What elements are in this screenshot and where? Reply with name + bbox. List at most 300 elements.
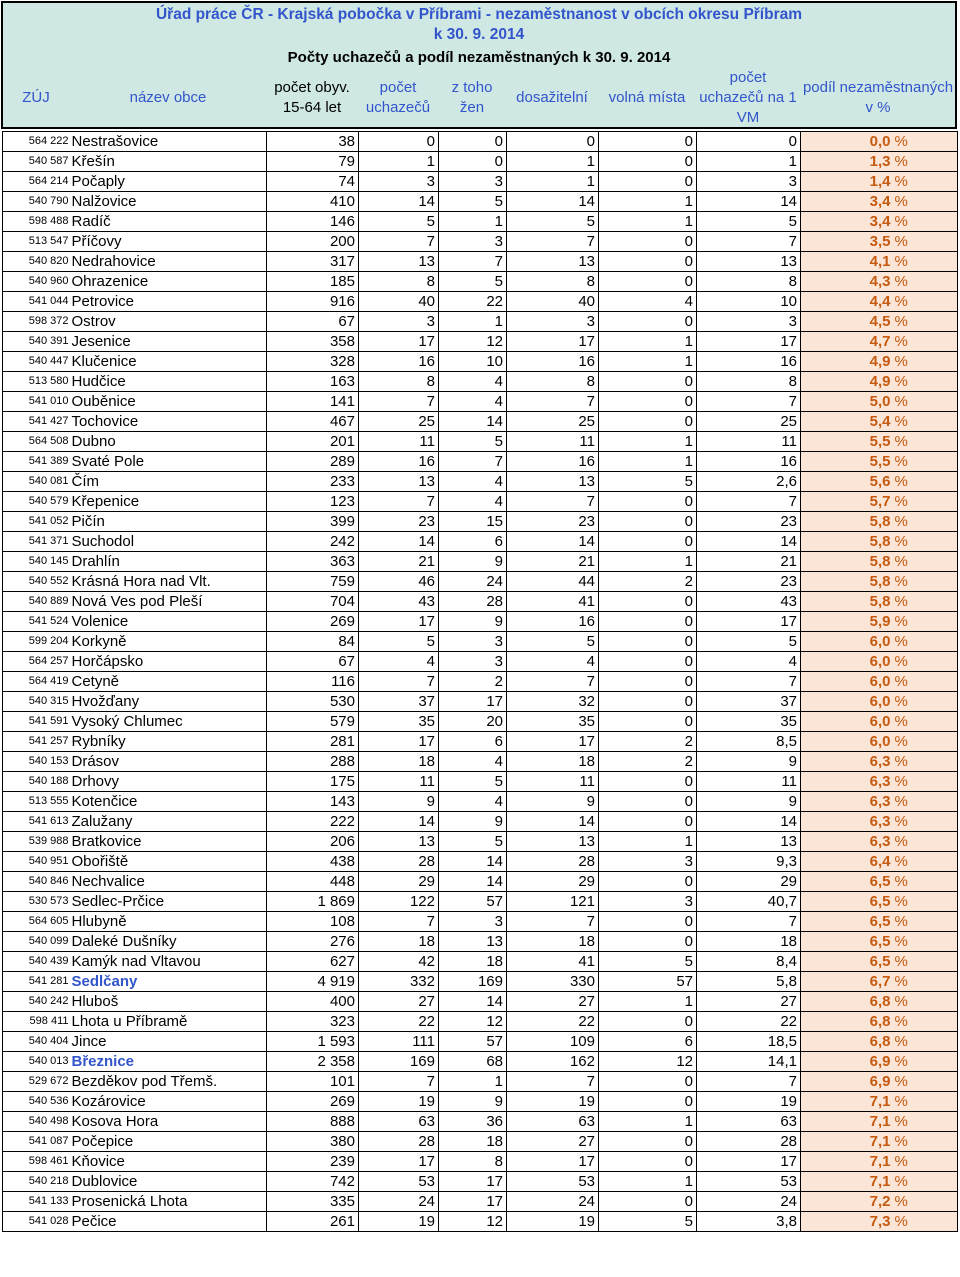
women-cell: 5 [439, 772, 507, 792]
municipality-name: Drahlín [71, 552, 267, 572]
vacancies-cell: 0 [599, 232, 697, 252]
per-vacancy-cell: 23 [697, 572, 801, 592]
available-cell: 7 [507, 492, 599, 512]
population-cell: 448 [267, 872, 359, 892]
population-cell: 4 919 [267, 972, 359, 992]
table-row [3, 932, 958, 952]
municipality-code: 539 988 [3, 832, 71, 852]
municipality-name: Svaté Pole [71, 452, 267, 472]
women-cell: 18 [439, 1132, 507, 1152]
share-cell: 6,8 [801, 992, 893, 1012]
vacancies-cell: 0 [599, 1192, 697, 1212]
vacancies-cell: 2 [599, 572, 697, 592]
vacancies-cell: 0 [599, 1152, 697, 1172]
vacancies-cell: 0 [599, 632, 697, 652]
per-vacancy-cell: 8 [697, 372, 801, 392]
share-cell: 6,5 [801, 932, 893, 952]
percent-sign: % [893, 1172, 958, 1192]
available-cell: 1 [507, 152, 599, 172]
vacancies-cell: 5 [599, 1212, 697, 1232]
vacancies-cell: 12 [599, 1052, 697, 1072]
percent-sign: % [893, 1192, 958, 1212]
percent-sign: % [893, 692, 958, 712]
table-row [3, 692, 958, 712]
women-cell: 6 [439, 532, 507, 552]
vacancies-cell: 0 [599, 272, 697, 292]
col-header-name: název obce [129, 89, 207, 106]
per-vacancy-cell: 16 [697, 452, 801, 472]
applicants-cell: 42 [359, 952, 439, 972]
municipality-name: Březnice [71, 1052, 267, 1072]
report-subtitle: Počty uchazečů a podíl nezaměstnaných k 30. 9. 2014 [287, 49, 671, 66]
municipality-name: Jince [71, 1032, 267, 1052]
vacancies-cell: 0 [599, 132, 697, 152]
available-cell: 8 [507, 372, 599, 392]
table-row [3, 632, 958, 652]
vacancies-cell: 1 [599, 452, 697, 472]
share-cell: 6,5 [801, 912, 893, 932]
vacancies-cell: 1 [599, 992, 697, 1012]
vacancies-cell: 0 [599, 312, 697, 332]
share-cell: 6,8 [801, 1012, 893, 1032]
available-cell: 27 [507, 992, 599, 1012]
percent-sign: % [893, 552, 958, 572]
municipality-name: Lhota u Příbramě [71, 1012, 267, 1032]
applicants-cell: 23 [359, 512, 439, 532]
percent-sign: % [893, 752, 958, 772]
available-cell: 21 [507, 552, 599, 572]
per-vacancy-cell: 7 [697, 232, 801, 252]
vacancies-cell: 0 [599, 792, 697, 812]
percent-sign: % [893, 132, 958, 152]
municipality-code: 541 613 [3, 812, 71, 832]
municipality-name: Kosova Hora [71, 1112, 267, 1132]
available-cell: 5 [507, 632, 599, 652]
municipality-code: 513 580 [3, 372, 71, 392]
per-vacancy-cell: 7 [697, 1072, 801, 1092]
municipality-name: Pičín [71, 512, 267, 532]
women-cell: 4 [439, 752, 507, 772]
available-cell: 18 [507, 752, 599, 772]
per-vacancy-cell: 5 [697, 212, 801, 232]
women-cell: 4 [439, 792, 507, 812]
applicants-cell: 13 [359, 472, 439, 492]
population-cell: 288 [267, 752, 359, 772]
share-cell: 7,1 [801, 1152, 893, 1172]
per-vacancy-cell: 23 [697, 512, 801, 532]
table-row [3, 552, 958, 572]
population-cell: 79 [267, 152, 359, 172]
population-cell: 67 [267, 312, 359, 332]
share-cell: 4,1 [801, 252, 893, 272]
population-cell: 222 [267, 812, 359, 832]
per-vacancy-cell: 10 [697, 292, 801, 312]
population-cell: 175 [267, 772, 359, 792]
applicants-cell: 18 [359, 752, 439, 772]
share-cell: 5,8 [801, 512, 893, 532]
per-vacancy-cell: 27 [697, 992, 801, 1012]
applicants-cell: 28 [359, 1132, 439, 1152]
per-vacancy-cell: 11 [697, 432, 801, 452]
table-row [3, 452, 958, 472]
population-cell: 74 [267, 172, 359, 192]
applicants-cell: 14 [359, 532, 439, 552]
municipality-name: Čím [71, 472, 267, 492]
women-cell: 1 [439, 1072, 507, 1092]
col-header-population: počet obyv. 15-64 let [274, 79, 350, 116]
table-row [3, 1092, 958, 1112]
applicants-cell: 16 [359, 452, 439, 472]
applicants-cell: 8 [359, 372, 439, 392]
available-cell: 16 [507, 452, 599, 472]
municipality-code: 513 555 [3, 792, 71, 812]
table-row [3, 832, 958, 852]
per-vacancy-cell: 9 [697, 752, 801, 772]
applicants-cell: 7 [359, 912, 439, 932]
share-cell: 6,3 [801, 792, 893, 812]
share-cell: 6,3 [801, 752, 893, 772]
percent-sign: % [893, 1012, 958, 1032]
report-date: k 30. 9. 2014 [433, 26, 525, 43]
table-row [3, 592, 958, 612]
population-cell: 269 [267, 1092, 359, 1112]
per-vacancy-cell: 19 [697, 1092, 801, 1112]
women-cell: 1 [439, 212, 507, 232]
applicants-cell: 25 [359, 412, 439, 432]
municipality-name: Bezděkov pod Třemš. [71, 1072, 267, 1092]
vacancies-cell: 5 [599, 952, 697, 972]
per-vacancy-cell: 4 [697, 652, 801, 672]
table-row [3, 332, 958, 352]
municipality-name: Obořiště [71, 852, 267, 872]
applicants-cell: 7 [359, 492, 439, 512]
percent-sign: % [893, 1092, 958, 1112]
available-cell: 1 [507, 172, 599, 192]
table-row [3, 972, 958, 992]
women-cell: 0 [439, 132, 507, 152]
share-cell: 6,5 [801, 892, 893, 912]
population-cell: 116 [267, 672, 359, 692]
population-cell: 759 [267, 572, 359, 592]
women-cell: 7 [439, 452, 507, 472]
municipality-name: Nechvalice [71, 872, 267, 892]
available-cell: 7 [507, 672, 599, 692]
municipality-code: 540 951 [3, 852, 71, 872]
population-cell: 410 [267, 192, 359, 212]
population-cell: 328 [267, 352, 359, 372]
per-vacancy-cell: 2,6 [697, 472, 801, 492]
per-vacancy-cell: 7 [697, 672, 801, 692]
vacancies-cell: 0 [599, 372, 697, 392]
table-row [3, 852, 958, 872]
municipality-code: 540 391 [3, 332, 71, 352]
municipality-code: 540 439 [3, 952, 71, 972]
women-cell: 17 [439, 1192, 507, 1212]
population-cell: 67 [267, 652, 359, 672]
vacancies-cell: 0 [599, 712, 697, 732]
women-cell: 22 [439, 292, 507, 312]
table-row [3, 1072, 958, 1092]
women-cell: 17 [439, 692, 507, 712]
municipality-code: 540 447 [3, 352, 71, 372]
available-cell: 13 [507, 252, 599, 272]
municipality-name: Pečice [71, 1212, 267, 1232]
women-cell: 7 [439, 252, 507, 272]
percent-sign: % [893, 972, 958, 992]
percent-sign: % [893, 392, 958, 412]
municipality-name: Počaply [71, 172, 267, 192]
vacancies-cell: 1 [599, 192, 697, 212]
share-cell: 0,0 [801, 132, 893, 152]
available-cell: 17 [507, 732, 599, 752]
per-vacancy-cell: 43 [697, 592, 801, 612]
municipality-code: 598 372 [3, 312, 71, 332]
vacancies-cell: 4 [599, 292, 697, 312]
vacancies-cell: 1 [599, 212, 697, 232]
available-cell: 330 [507, 972, 599, 992]
percent-sign: % [893, 952, 958, 972]
municipality-code: 540 498 [3, 1112, 71, 1132]
population-cell: 261 [267, 1212, 359, 1232]
applicants-cell: 14 [359, 192, 439, 212]
table-row [3, 672, 958, 692]
table-row [3, 1132, 958, 1152]
per-vacancy-cell: 18 [697, 932, 801, 952]
municipality-code: 540 315 [3, 692, 71, 712]
per-vacancy-cell: 3 [697, 312, 801, 332]
applicants-cell: 8 [359, 272, 439, 292]
available-cell: 53 [507, 1172, 599, 1192]
women-cell: 3 [439, 632, 507, 652]
per-vacancy-cell: 7 [697, 492, 801, 512]
per-vacancy-cell: 5 [697, 632, 801, 652]
municipality-name: Vysoký Chlumec [71, 712, 267, 732]
table-row [3, 312, 958, 332]
municipality-code: 529 672 [3, 1072, 71, 1092]
population-cell: 888 [267, 1112, 359, 1132]
available-cell: 40 [507, 292, 599, 312]
municipality-code: 540 153 [3, 752, 71, 772]
table-row [3, 1012, 958, 1032]
percent-sign: % [893, 632, 958, 652]
municipality-code: 540 536 [3, 1092, 71, 1112]
municipality-code: 599 204 [3, 632, 71, 652]
women-cell: 13 [439, 932, 507, 952]
municipality-name: Kozárovice [71, 1092, 267, 1112]
share-cell: 6,3 [801, 812, 893, 832]
women-cell: 10 [439, 352, 507, 372]
available-cell: 27 [507, 1132, 599, 1152]
percent-sign: % [893, 1072, 958, 1092]
municipality-name: Sedlčany [71, 972, 267, 992]
percent-sign: % [893, 732, 958, 752]
population-cell: 143 [267, 792, 359, 812]
table-row [3, 132, 958, 152]
table-row [3, 712, 958, 732]
municipality-code: 530 573 [3, 892, 71, 912]
women-cell: 15 [439, 512, 507, 532]
population-cell: 276 [267, 932, 359, 952]
share-cell: 6,4 [801, 852, 893, 872]
vacancies-cell: 3 [599, 852, 697, 872]
municipality-code: 541 010 [3, 392, 71, 412]
municipality-code: 540 081 [3, 472, 71, 492]
share-cell: 7,1 [801, 1172, 893, 1192]
applicants-cell: 16 [359, 352, 439, 372]
per-vacancy-cell: 35 [697, 712, 801, 732]
table-row [3, 172, 958, 192]
per-vacancy-cell: 18,5 [697, 1032, 801, 1052]
municipality-name: Volenice [71, 612, 267, 632]
women-cell: 2 [439, 672, 507, 692]
municipality-code: 513 547 [3, 232, 71, 252]
applicants-cell: 13 [359, 832, 439, 852]
table-row [3, 612, 958, 632]
per-vacancy-cell: 14,1 [697, 1052, 801, 1072]
available-cell: 32 [507, 692, 599, 712]
table-row [3, 572, 958, 592]
applicants-cell: 22 [359, 1012, 439, 1032]
municipality-name: Drhovy [71, 772, 267, 792]
municipality-name: Zalužany [71, 812, 267, 832]
table-row [3, 952, 958, 972]
percent-sign: % [893, 432, 958, 452]
population-cell: 704 [267, 592, 359, 612]
applicants-cell: 29 [359, 872, 439, 892]
percent-sign: % [893, 612, 958, 632]
percent-sign: % [893, 832, 958, 852]
municipality-code: 541 371 [3, 532, 71, 552]
per-vacancy-cell: 1 [697, 152, 801, 172]
population-cell: 1 593 [267, 1032, 359, 1052]
col-header-per-vacancy: počet uchazečů na 1 VM [699, 69, 797, 126]
municipality-code: 541 591 [3, 712, 71, 732]
municipality-name: Hudčice [71, 372, 267, 392]
population-cell: 146 [267, 212, 359, 232]
women-cell: 12 [439, 1212, 507, 1232]
share-cell: 4,5 [801, 312, 893, 332]
percent-sign: % [893, 872, 958, 892]
percent-sign: % [893, 192, 958, 212]
municipality-name: Počepice [71, 1132, 267, 1152]
population-cell: 530 [267, 692, 359, 712]
per-vacancy-cell: 3 [697, 172, 801, 192]
per-vacancy-cell: 8,4 [697, 952, 801, 972]
applicants-cell: 11 [359, 772, 439, 792]
percent-sign: % [893, 672, 958, 692]
municipality-name: Příčovy [71, 232, 267, 252]
applicants-cell: 122 [359, 892, 439, 912]
table-row [3, 1212, 958, 1232]
applicants-cell: 332 [359, 972, 439, 992]
table-row [3, 192, 958, 212]
percent-sign: % [893, 152, 958, 172]
applicants-cell: 7 [359, 672, 439, 692]
municipality-code: 564 605 [3, 912, 71, 932]
available-cell: 14 [507, 812, 599, 832]
percent-sign: % [893, 932, 958, 952]
municipality-name: Bratkovice [71, 832, 267, 852]
percent-sign: % [893, 1152, 958, 1172]
vacancies-cell: 0 [599, 592, 697, 612]
percent-sign: % [893, 1212, 958, 1232]
col-header-share: podíl nezaměstnaných v % [802, 79, 954, 116]
population-cell: 200 [267, 232, 359, 252]
available-cell: 19 [507, 1212, 599, 1232]
women-cell: 4 [439, 372, 507, 392]
vacancies-cell: 1 [599, 432, 697, 452]
available-cell: 7 [507, 1072, 599, 1092]
municipality-code: 540 552 [3, 572, 71, 592]
table-row [3, 1192, 958, 1212]
vacancies-cell: 2 [599, 732, 697, 752]
population-cell: 206 [267, 832, 359, 852]
percent-sign: % [893, 592, 958, 612]
table-row [3, 212, 958, 232]
table-row [3, 732, 958, 752]
table-row [3, 912, 958, 932]
population-cell: 185 [267, 272, 359, 292]
available-cell: 41 [507, 952, 599, 972]
share-cell: 6,5 [801, 872, 893, 892]
population-cell: 400 [267, 992, 359, 1012]
population-cell: 579 [267, 712, 359, 732]
municipality-code: 541 524 [3, 612, 71, 632]
percent-sign: % [893, 512, 958, 532]
percent-sign: % [893, 532, 958, 552]
share-cell: 5,8 [801, 532, 893, 552]
applicants-cell: 5 [359, 212, 439, 232]
per-vacancy-cell: 16 [697, 352, 801, 372]
per-vacancy-cell: 11 [697, 772, 801, 792]
share-cell: 1,4 [801, 172, 893, 192]
col-header-available: dosažitelní [516, 89, 588, 106]
col-header-women: z toho žen [451, 79, 493, 116]
population-cell: 335 [267, 1192, 359, 1212]
percent-sign: % [893, 212, 958, 232]
share-cell: 6,0 [801, 652, 893, 672]
table-row [3, 292, 958, 312]
available-cell: 4 [507, 652, 599, 672]
available-cell: 25 [507, 412, 599, 432]
available-cell: 3 [507, 312, 599, 332]
vacancies-cell: 1 [599, 1112, 697, 1132]
table-row [3, 1052, 958, 1072]
percent-sign: % [893, 792, 958, 812]
per-vacancy-cell: 29 [697, 872, 801, 892]
women-cell: 24 [439, 572, 507, 592]
percent-sign: % [893, 332, 958, 352]
table-row [3, 272, 958, 292]
municipality-code: 541 087 [3, 1132, 71, 1152]
share-cell: 5,6 [801, 472, 893, 492]
available-cell: 19 [507, 1092, 599, 1112]
women-cell: 14 [439, 852, 507, 872]
applicants-cell: 9 [359, 792, 439, 812]
percent-sign: % [893, 412, 958, 432]
municipality-code: 541 044 [3, 292, 71, 312]
women-cell: 9 [439, 812, 507, 832]
applicants-cell: 17 [359, 732, 439, 752]
available-cell: 17 [507, 1152, 599, 1172]
percent-sign: % [893, 372, 958, 392]
share-cell: 4,9 [801, 372, 893, 392]
population-cell: 916 [267, 292, 359, 312]
vacancies-cell: 0 [599, 812, 697, 832]
women-cell: 5 [439, 272, 507, 292]
percent-sign: % [893, 252, 958, 272]
applicants-cell: 0 [359, 132, 439, 152]
